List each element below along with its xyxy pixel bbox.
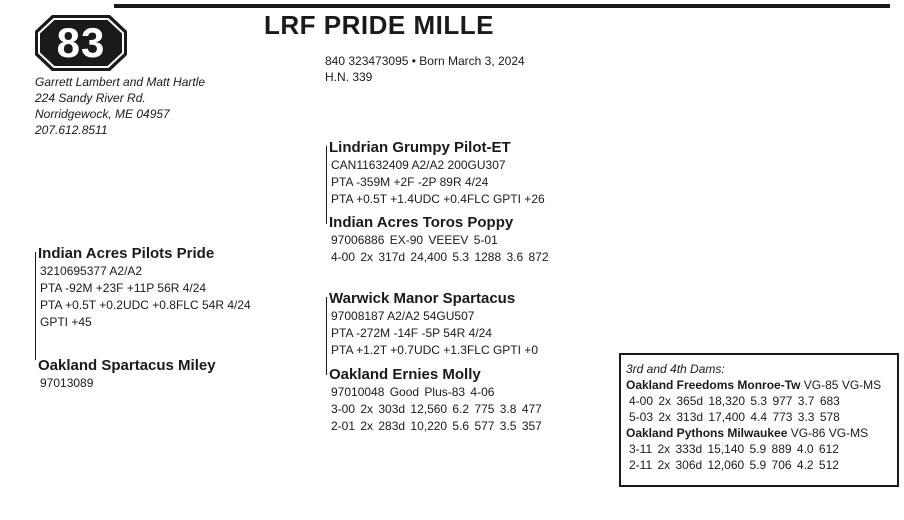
fourth-dam-record: 3-11 2x 333d 15,140 5.9 889 4.0 612 (629, 442, 839, 456)
third-dam-name-text: Oakland Freedoms Monroe-Tw (626, 378, 801, 392)
fourth-dam-classification: VG-86 VG-MS (787, 426, 869, 440)
lot-number-badge (34, 14, 128, 72)
lot-number: 83 (56, 19, 106, 66)
third-dam-record: 4-00 2x 365d 18,320 5.3 977 3.7 683 (629, 394, 840, 408)
sire-sire-line: PTA +0.5T +1.4UDC +0.4FLC GPTI +26 (331, 192, 545, 206)
id-birth-line: 840 323473095 • Born March 3, 2024 (325, 54, 525, 68)
sire-sire-block (329, 139, 545, 208)
sire-line: PTA +0.5T +0.2UDC +0.8FLC 54R 4/24 (40, 298, 251, 312)
sire-line: 3210695377 A2/A2 (40, 264, 143, 278)
dam-sire-line: PTA +1.2T +0.7UDC +1.3FLC GPTI +0 (331, 343, 538, 357)
sire-line: PTA -92M +23F +11P 56R 4/24 (40, 281, 207, 295)
sire-sire-line: PTA -359M +2F -2P 89R 4/24 (331, 175, 489, 189)
dam-sire-block (329, 290, 538, 359)
pedigree-bracket (326, 146, 327, 224)
extended-dams-heading: 3rd and 4th Dams: (626, 362, 725, 376)
pedigree-bracket (326, 297, 327, 375)
third-dam-name (626, 377, 892, 393)
sire-block (38, 245, 251, 331)
dam-dam-line: 2-01 2x 283d 10,220 5.6 577 3.5 357 (331, 419, 542, 433)
owner-city: Norridgewock, ME 04957 (35, 107, 170, 121)
dam-dam-name: Oakland Ernies Molly (329, 366, 481, 383)
dam-line: 97013089 (40, 376, 94, 390)
sire-dam-block (329, 214, 549, 266)
owner-street: 224 Sandy River Rd. (35, 91, 146, 105)
dam-dam-line: 97010048 Good Plus-83 4-06 (331, 385, 495, 399)
header-rule (114, 4, 890, 8)
extended-dams-box (619, 353, 899, 487)
sire-sire-line: CAN11632409 A2/A2 200GU307 (331, 158, 506, 172)
fourth-dam-record: 2-11 2x 306d 12,060 5.9 706 4.2 512 (629, 458, 839, 472)
dam-block (38, 357, 216, 392)
dam-name: Oakland Spartacus Miley (38, 357, 216, 374)
pedigree-bracket (35, 252, 36, 360)
dam-dam-line: 3-00 2x 303d 12,560 6.2 775 3.8 477 (331, 402, 542, 416)
third-dam-classification: VG-85 VG-MS (800, 378, 882, 392)
owner-info (35, 74, 205, 138)
dam-sire-name: Warwick Manor Spartacus (329, 290, 516, 307)
herd-number: H.N. 339 (325, 70, 373, 84)
sire-dam-line: 4-00 2x 317d 24,400 5.3 1288 3.6 872 (331, 250, 549, 264)
sire-dam-line: 97006886 EX-90 VEEEV 5-01 (331, 233, 498, 247)
third-dam-record: 5-03 2x 313d 17,400 4.4 773 3.3 578 (629, 410, 840, 424)
sire-dam-name: Indian Acres Toros Poppy (329, 214, 514, 231)
dam-sire-line: PTA -272M -14F -5P 54R 4/24 (331, 326, 492, 340)
owner-phone: 207.612.8511 (35, 123, 108, 137)
sire-name: Indian Acres Pilots Pride (38, 245, 215, 262)
dam-dam-block (329, 366, 542, 435)
sire-line: GPTI +45 (40, 315, 92, 329)
animal-id-info (325, 53, 525, 85)
fourth-dam-name (626, 425, 892, 441)
animal-name: LRF PRIDE MILLE (264, 10, 494, 40)
dam-sire-line: 97008187 A2/A2 54GU507 (331, 309, 475, 323)
sire-sire-name: Lindrian Grumpy Pilot-ET (329, 139, 511, 156)
owner-names: Garrett Lambert and Matt Hartle (35, 75, 206, 89)
fourth-dam-name-text: Oakland Pythons Milwaukee (626, 426, 788, 440)
